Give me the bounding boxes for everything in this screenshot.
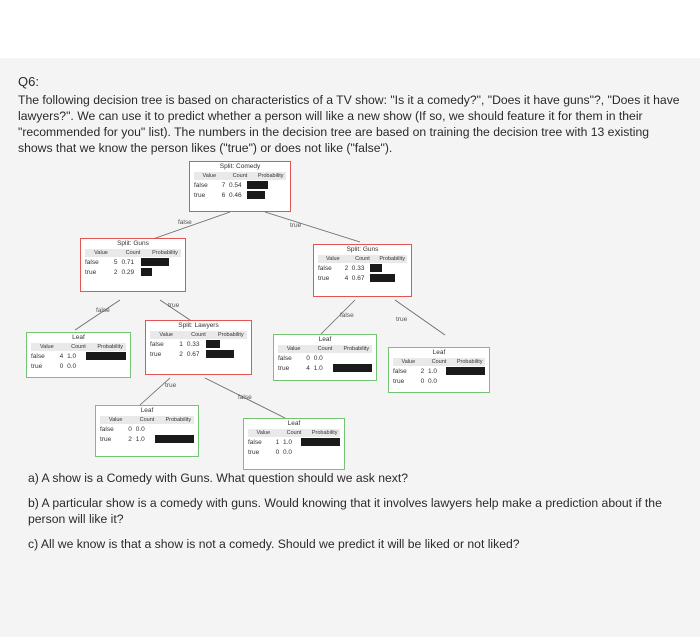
row-probability: 0.54 <box>228 181 242 189</box>
node-header <box>150 331 247 339</box>
header-value: Value <box>286 346 301 352</box>
probability-bar <box>206 350 233 358</box>
row-count: 4 <box>306 364 310 372</box>
node-row <box>244 447 344 457</box>
row-probability: 1.0 <box>67 352 77 360</box>
row-probability: 0.67 <box>186 350 200 358</box>
header-probability: Probability <box>379 256 406 262</box>
node-title: Split: Guns <box>117 240 149 247</box>
probability-bar-track <box>141 258 181 266</box>
header-probability: Probability <box>311 430 338 436</box>
row-value: true <box>318 274 330 282</box>
header-value: Value <box>401 359 416 365</box>
edge-guns1-false <box>75 300 120 330</box>
header-count: Count <box>191 332 206 338</box>
node-row <box>274 353 376 363</box>
probability-bar-track <box>141 268 181 276</box>
probability-bar-track <box>206 340 247 348</box>
row-value: true <box>278 364 290 372</box>
node-title: Leaf <box>318 336 332 343</box>
probability-bar-track <box>446 367 485 375</box>
row-count: 0 <box>275 448 280 456</box>
header-value: Value <box>326 256 340 262</box>
probability-bar-track <box>333 364 373 372</box>
row-probability: 0.0 <box>67 362 77 370</box>
tree-node-leaf <box>273 334 377 381</box>
node-row <box>314 273 411 283</box>
edge-root-false <box>150 212 230 240</box>
header-probability: Probability <box>343 346 370 352</box>
probability-bar-track <box>155 425 195 433</box>
probability-bar-track <box>247 191 286 199</box>
probability-bar <box>247 191 265 199</box>
question-c: c) All we know is that a show is not a comedy. Should we predict it will be liked or not liked? <box>28 537 520 551</box>
row-count: 7 <box>221 181 226 189</box>
row-probability: 0.67 <box>351 274 365 282</box>
row-count: 1 <box>179 340 183 348</box>
row-probability: 0.71 <box>121 258 135 266</box>
node-header <box>318 255 407 263</box>
row-value: true <box>85 268 97 276</box>
header-count: Count <box>286 430 302 436</box>
probability-bar <box>446 367 485 375</box>
row-value: true <box>393 377 405 385</box>
header-count: Count <box>317 346 333 352</box>
row-probability: 0.0 <box>282 448 292 456</box>
question-number: Q6: <box>18 74 39 89</box>
header-count: Count <box>139 417 155 423</box>
row-probability: 0.0 <box>313 354 323 362</box>
row-value: false <box>278 354 292 362</box>
row-value: false <box>393 367 407 375</box>
node-header <box>31 343 126 351</box>
edge-label: true <box>290 222 302 229</box>
header-probability: Probability <box>217 332 244 338</box>
row-probability: 1.0 <box>427 367 437 375</box>
edge-label: true <box>168 302 180 309</box>
node-row <box>81 257 185 267</box>
header-probability: Probability <box>257 173 284 179</box>
node-row <box>314 263 411 273</box>
header-value: Value <box>40 344 54 350</box>
edge-label: true <box>396 316 408 323</box>
node-row <box>190 190 290 200</box>
edge-label: false <box>96 307 110 314</box>
node-title: Split: Lawyers <box>178 322 219 329</box>
sub-questions <box>28 470 688 561</box>
probability-bar <box>206 340 219 348</box>
node-header <box>393 358 485 366</box>
row-value: false <box>150 340 164 348</box>
row-value: true <box>150 350 162 358</box>
node-row <box>27 361 130 371</box>
row-probability: 1.0 <box>135 435 145 443</box>
probability-bar-track <box>86 362 126 370</box>
edge-label: false <box>340 312 354 319</box>
node-title: Split: Comedy <box>219 163 261 170</box>
node-header <box>194 172 286 180</box>
header-count: Count <box>125 250 141 256</box>
row-value: true <box>31 362 43 370</box>
row-count: 4 <box>344 274 349 282</box>
probability-bar <box>301 438 340 446</box>
row-value: false <box>318 264 332 272</box>
tree-node-leaf <box>95 405 199 457</box>
probability-bar-track <box>301 448 340 456</box>
probability-bar <box>370 274 395 282</box>
tree-node-leaf <box>388 347 490 393</box>
row-count: 0 <box>128 425 132 433</box>
row-value: false <box>85 258 99 266</box>
row-value: true <box>194 191 206 199</box>
probability-bar <box>141 268 153 276</box>
row-count: 2 <box>344 264 349 272</box>
node-header <box>85 249 181 257</box>
row-probability: 0.33 <box>351 264 365 272</box>
node-title: Leaf <box>140 407 154 414</box>
probability-bar-track <box>301 438 340 446</box>
edge-label: false <box>178 219 192 226</box>
node-title: Leaf <box>432 349 446 356</box>
node-row <box>244 437 344 447</box>
header-count: Count <box>232 173 248 179</box>
header-count: Count <box>431 359 447 365</box>
row-value: false <box>194 181 208 189</box>
probability-bar-track <box>370 274 407 282</box>
node-row <box>389 366 489 376</box>
question-b: b) A particular show is a comedy with guns. Would knowing that it involves lawyers help make a prediction about if the person will like it? <box>28 496 662 526</box>
node-title: Leaf <box>287 420 301 427</box>
node-title: Split: Guns <box>346 246 379 253</box>
tree-node-guns-left <box>80 238 186 292</box>
node-row <box>81 267 185 277</box>
row-probability: 1.0 <box>313 364 323 372</box>
probability-bar-track <box>333 354 373 362</box>
row-count: 2 <box>128 435 132 443</box>
tree-node-lawyers <box>145 320 252 375</box>
probability-bar-track <box>206 350 247 358</box>
header-value: Value <box>108 417 123 423</box>
question-intro: The following decision tree is based on characteristics of a TV show: "Is it a comedy?", "Does it have guns"?, "Does it have lawyers?". We can use it to predict whether a person will like a new show (If so, we should feature it for them in their "recommended for you" list). The numbers in the decision tree are based on training the decision tree with 13 existing shows that we know the person likes ("true") or does not like ("false"). <box>18 93 680 155</box>
header-probability: Probability <box>152 250 178 256</box>
row-count: 2 <box>420 367 425 375</box>
row-count: 5 <box>113 258 118 266</box>
node-header <box>248 429 340 437</box>
probability-bar-track <box>446 377 485 385</box>
node-row <box>274 363 376 373</box>
probability-bar <box>155 435 195 443</box>
row-value: false <box>31 352 45 360</box>
row-probability: 0.0 <box>135 425 145 433</box>
node-title: Leaf <box>72 334 85 341</box>
edge-label: false <box>238 394 252 401</box>
node-row <box>96 424 198 434</box>
edge-root-true <box>265 212 360 242</box>
question-a: a) A show is a Comedy with Guns. What question should we ask next? <box>28 471 409 485</box>
node-row <box>389 376 489 386</box>
row-count: 0 <box>420 377 425 385</box>
row-probability: 0.29 <box>121 268 135 276</box>
tree-node-root <box>189 161 291 212</box>
row-count: 2 <box>113 268 118 276</box>
header-count: Count <box>355 256 370 262</box>
row-count: 0 <box>306 354 310 362</box>
header-value: Value <box>202 173 217 179</box>
header-probability: Probability <box>97 344 124 350</box>
probability-bar-track <box>370 264 407 272</box>
tree-node-guns-right <box>313 244 412 297</box>
tree-node-leaf <box>26 332 131 378</box>
row-value: false <box>248 438 262 446</box>
probability-bar-track <box>86 352 126 360</box>
node-header <box>278 345 372 353</box>
node-row <box>27 351 130 361</box>
probability-bar <box>370 264 382 272</box>
row-value: false <box>100 425 114 433</box>
row-probability: 0.0 <box>427 377 437 385</box>
row-probability: 0.33 <box>186 340 200 348</box>
edge-label: true <box>165 382 177 389</box>
probability-bar <box>141 258 170 266</box>
row-probability: 1.0 <box>282 438 292 446</box>
header-value: Value <box>94 250 108 256</box>
probability-bar-track <box>247 181 286 189</box>
row-count: 0 <box>59 362 64 370</box>
probability-bar <box>247 181 268 189</box>
tree-node-leaf <box>243 418 345 470</box>
row-probability: 0.46 <box>228 191 242 199</box>
header-probability: Probability <box>456 359 483 365</box>
node-row <box>146 349 251 359</box>
node-row <box>146 339 251 349</box>
header-value: Value <box>159 332 173 338</box>
probability-bar <box>333 364 373 372</box>
header-probability: Probability <box>165 417 192 423</box>
node-header <box>100 416 194 424</box>
header-value: Value <box>256 430 271 436</box>
row-count: 4 <box>59 352 64 360</box>
probability-bar <box>86 352 126 360</box>
row-count: 2 <box>179 350 183 358</box>
row-value: true <box>100 435 112 443</box>
row-value: true <box>248 448 260 456</box>
probability-bar-track <box>155 435 195 443</box>
row-count: 1 <box>275 438 280 446</box>
node-row <box>190 180 290 190</box>
row-count: 6 <box>221 191 226 199</box>
node-row <box>96 434 198 444</box>
header-count: Count <box>71 344 86 350</box>
